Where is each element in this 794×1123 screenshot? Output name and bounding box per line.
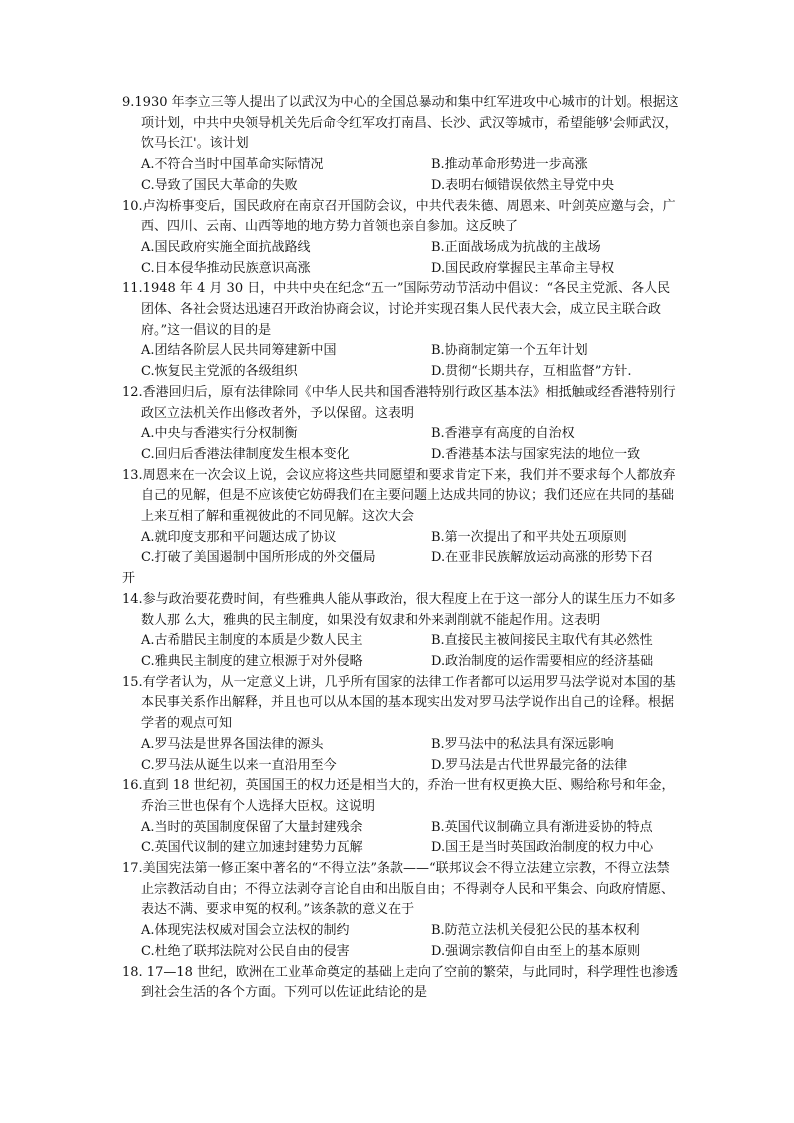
option-d: D.强调宗教信仰自由至上的基本原则: [431, 943, 641, 959]
option-grid: [122, 155, 682, 196]
question-list: [122, 93, 682, 1004]
question-stem: 18. 17—18 世纪，欧洲在工业革命奠定的基础上走向了空前的繁荣，与此同时，科学理性也渗透到社会生活的各个方面。下列可以佐证此结论的是: [122, 964, 679, 1001]
question-11: [122, 279, 682, 383]
option-a: A.体现宪法权威对国会立法权的制约: [141, 923, 350, 939]
question-stem: 12.香港回归后，原有法律除同《中华人民共和国香港特别行政区基本法》相抵触或经香港特别行政区立法机关作出修改者外，予以保留。这表明: [122, 384, 676, 421]
question-stem: 15.有学者认为，从一定意义上讲，几乎所有国家的法律工作者都可以运用罗马法学说对本国的基本民事关系作出解释，并且也可以从本国的基本现实出发对罗马法学说作出自己的诠释。根据学者的观点可知: [122, 674, 676, 732]
question-stem: 9.1930 年李立三等人提出了以武汉为中心的全国总暴动和集中红军进攻中心城市的计划。根据这项计划，中共中央领导机关先后命令红军攻打南昌、长沙、武汉等城市，希望能够'会师武汉，饮马长江'。该计划: [122, 95, 679, 152]
option-c: C.雅典民主制度的建立根源于对外侵略: [141, 653, 363, 669]
question-10: [122, 197, 682, 280]
question-17: [122, 859, 682, 963]
option-a: A.国民政府实施全面抗战路线: [141, 239, 311, 255]
option-b: B.防范立法机关侵犯公民的基本权利: [431, 923, 640, 939]
question-stem: 10.卢沟桥事变后，国民政府在南京召开国防会议，中共代表朱德、周恩来、叶剑英应邀与会，广西、四川、云南、山西等地的地方势力首领也亲自参加。这反映了: [122, 198, 676, 235]
option-a: A.就印度支那和平问题达成了协议: [141, 529, 337, 545]
question-13: [122, 466, 682, 590]
option-d: D.国王是当时英国政治制度的权力中心: [431, 840, 654, 856]
question-12: [122, 383, 682, 466]
option-a: A.中央与香港实行分权制衡: [141, 426, 298, 442]
option-c: C.回归后香港法律制度发生根本变化: [141, 446, 350, 462]
option-grid: [122, 818, 682, 859]
option-b: B.英国代议制确立具有渐进妥协的特点: [431, 819, 653, 835]
option-d: D.香港基本法与国家宪法的地位一致: [431, 446, 641, 462]
option-d: D.国民政府掌握民主革命主导权: [431, 260, 615, 276]
option-d: D.表明右倾错误依然主导党中央: [431, 177, 615, 193]
question-stem: 11.1948 年 4 月 30 日，中共中央在纪念“五一”国际劳动节活动中倡议：“各民主党派、各人民团体、各社会贤达迅速召开政治协商会议，讨论并实现召集人民代表大会，成立民主联合政府。”这一倡议的目的是: [122, 281, 671, 338]
option-grid: [122, 424, 682, 465]
option-grid: [122, 921, 682, 962]
option-b: B.第一次提出了和平共处五项原则: [431, 529, 627, 545]
option-a: A.古希腊民主制度的本质是少数人民主: [141, 633, 363, 649]
option-b: B.正面战场成为抗战的主战场: [431, 239, 601, 255]
question-9: [122, 93, 682, 197]
option-b: B.香港享有高度的自治权: [431, 426, 575, 442]
question-15: [122, 673, 682, 777]
option-b: B.协商制定第一个五年计划: [431, 343, 588, 359]
option-c: C.罗马法从诞生以来一直沿用至今: [141, 757, 337, 773]
option-c: C.英国代议制的建立加速封建势力瓦解: [141, 840, 363, 856]
option-grid: [122, 238, 682, 279]
question-stem: 14.参与政治要花费时间，有些雅典人能从事政治，很大程度上在于这一部分人的谋生压力不如多数人那 么大，雅典的民主制度，如果没有奴隶和外来剥削就不能起作用。这表明: [122, 591, 676, 628]
option-c: C.恢复民主党派的各级组织: [141, 364, 298, 380]
option-d: D.贯彻“长期共存，互相监督”方针.: [431, 364, 632, 380]
question-14: [122, 590, 682, 673]
option-d-overflow: 开: [122, 571, 136, 587]
option-grid: [122, 528, 682, 569]
option-a: A.团结各阶层人民共同筹建新中国: [141, 343, 337, 359]
question-stem: 13.周恩来在一次会议上说，会议应将这些共同愿望和要求肯定下来，我们并不要求每个人都放弃自己的见解，但是不应该使它妨碍我们在主要问题上达成共同的协议；我们还应在共同的基础上来互相了解和重视彼此的不同见解。这次大会: [122, 467, 676, 525]
question-18: [122, 963, 682, 1004]
question-16: [122, 776, 682, 859]
option-d: D.在亚非民族解放运动高涨的形势下召: [431, 550, 654, 566]
option-c: C.导致了国民大革命的失败: [141, 177, 298, 193]
option-a: A.当时的英国制度保留了大量封建残余: [141, 819, 363, 835]
option-d: D.罗马法是古代世界最完备的法律: [431, 757, 628, 773]
option-c: C.杜绝了联邦法院对公民自由的侵害: [141, 943, 350, 959]
question-stem: 17.美国宪法第一修正案中著名的“不得立法”条款——“联邦议会不得立法建立宗教，不得立法禁止宗教活动自由；不得立法剥夺言论自由和出版自由；不得剥夺人民和平集会、向政府情愿、表达不满、要求申冤的权利。”该条款的意义在于: [122, 861, 675, 918]
option-grid: [122, 341, 682, 382]
option-a: A.不符合当时中国革命实际情况: [141, 157, 324, 173]
option-c: C.日本侵华推动民族意识高涨: [141, 260, 311, 276]
option-d: D.政治制度的运作需要相应的经济基础: [431, 653, 654, 669]
option-a: A.罗马法是世界各国法律的源头: [141, 736, 324, 752]
option-grid: [122, 631, 682, 672]
option-b: B.推动革命形势进一步高涨: [431, 157, 588, 173]
option-b: B.直接民主被间接民主取代有其必然性: [431, 633, 653, 649]
question-stem: 16.直到 18 世纪初，英国国王的权力还是相当大的，乔治一世有权更换大臣、赐给称号和年金，乔治三世也保有个人选择大臣权。这说明: [122, 778, 675, 814]
option-grid: [122, 735, 682, 776]
option-c: C.打破了美国遏制中国所形成的外交僵局: [141, 550, 376, 566]
option-b: B.罗马法中的私法具有深远影响: [431, 736, 614, 752]
